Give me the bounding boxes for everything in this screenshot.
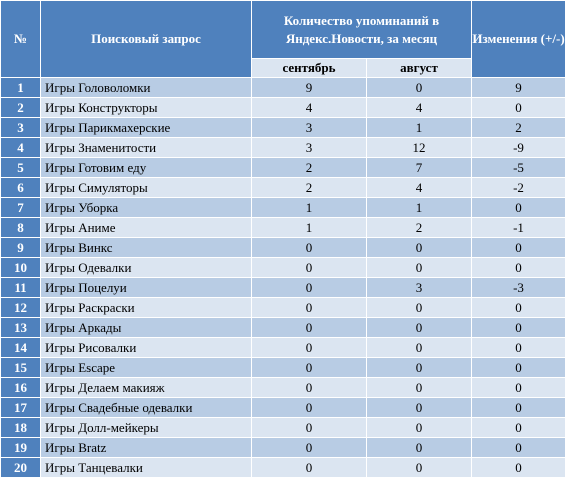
search-query-cell: Игры Танцевалки bbox=[41, 458, 252, 478]
august-count-cell: 12 bbox=[367, 138, 472, 158]
change-cell: -2 bbox=[472, 178, 565, 198]
change-cell: 0 bbox=[472, 338, 565, 358]
row-number: 1 bbox=[1, 78, 41, 98]
header-mentions: Количество упоминаний в Яндекс.Новости, за месяц bbox=[252, 1, 472, 59]
search-query-cell: Игры Свадебные одевалки bbox=[41, 398, 252, 418]
table-row bbox=[1, 138, 565, 158]
row-number: 16 bbox=[1, 378, 41, 398]
change-cell: 0 bbox=[472, 418, 565, 438]
september-count-cell: 4 bbox=[252, 98, 367, 118]
search-query-cell: Игры Головоломки bbox=[41, 78, 252, 98]
august-count-cell: 1 bbox=[367, 198, 472, 218]
change-cell: 0 bbox=[472, 458, 565, 478]
change-cell: 0 bbox=[472, 198, 565, 218]
search-query-cell: Игры Раскраски bbox=[41, 298, 252, 318]
row-number: 20 bbox=[1, 458, 41, 478]
table-row bbox=[1, 358, 565, 378]
row-number: 13 bbox=[1, 318, 41, 338]
august-count-cell: 0 bbox=[367, 78, 472, 98]
row-number: 10 bbox=[1, 258, 41, 278]
table-row bbox=[1, 458, 565, 478]
september-count-cell: 0 bbox=[252, 418, 367, 438]
september-count-cell: 0 bbox=[252, 458, 367, 478]
table-row bbox=[1, 418, 565, 438]
september-count-cell: 0 bbox=[252, 378, 367, 398]
august-count-cell: 0 bbox=[367, 438, 472, 458]
september-count-cell: 0 bbox=[252, 238, 367, 258]
september-count-cell: 1 bbox=[252, 198, 367, 218]
august-count-cell: 0 bbox=[367, 398, 472, 418]
row-number: 7 bbox=[1, 198, 41, 218]
september-count-cell: 2 bbox=[252, 158, 367, 178]
search-query-cell: Игры Аркады bbox=[41, 318, 252, 338]
table-row bbox=[1, 78, 565, 98]
row-number: 12 bbox=[1, 298, 41, 318]
search-query-cell: Игры Одевалки bbox=[41, 258, 252, 278]
august-count-cell: 0 bbox=[367, 358, 472, 378]
row-number: 8 bbox=[1, 218, 41, 238]
table-row bbox=[1, 398, 565, 418]
august-count-cell: 3 bbox=[367, 278, 472, 298]
change-cell: 0 bbox=[472, 358, 565, 378]
august-count-cell: 0 bbox=[367, 378, 472, 398]
august-count-cell: 0 bbox=[367, 338, 472, 358]
august-count-cell: 4 bbox=[367, 178, 472, 198]
row-number: 19 bbox=[1, 438, 41, 458]
table-row bbox=[1, 318, 565, 338]
search-query-cell: Игры Уборка bbox=[41, 198, 252, 218]
september-count-cell: 9 bbox=[252, 78, 367, 98]
table-row bbox=[1, 378, 565, 398]
september-count-cell: 0 bbox=[252, 318, 367, 338]
september-count-cell: 3 bbox=[252, 118, 367, 138]
table-row bbox=[1, 178, 565, 198]
change-cell: -1 bbox=[472, 218, 565, 238]
table-row bbox=[1, 278, 565, 298]
august-count-cell: 0 bbox=[367, 258, 472, 278]
august-count-cell: 0 bbox=[367, 458, 472, 478]
september-count-cell: 0 bbox=[252, 258, 367, 278]
august-count-cell: 4 bbox=[367, 98, 472, 118]
search-query-cell: Игры Конструкторы bbox=[41, 98, 252, 118]
table-row bbox=[1, 118, 565, 138]
row-number: 17 bbox=[1, 398, 41, 418]
row-number: 5 bbox=[1, 158, 41, 178]
change-cell: 0 bbox=[472, 98, 565, 118]
row-number: 9 bbox=[1, 238, 41, 258]
table-row bbox=[1, 158, 565, 178]
row-number: 11 bbox=[1, 278, 41, 298]
table-row bbox=[1, 258, 565, 278]
table-row bbox=[1, 198, 565, 218]
header-september: сентябрь bbox=[252, 59, 367, 78]
september-count-cell: 0 bbox=[252, 438, 367, 458]
september-count-cell: 0 bbox=[252, 398, 367, 418]
search-query-cell: Игры Парикмахерские bbox=[41, 118, 252, 138]
row-number: 2 bbox=[1, 98, 41, 118]
row-number: 4 bbox=[1, 138, 41, 158]
search-query-cell: Игры Делаем макияж bbox=[41, 378, 252, 398]
august-count-cell: 0 bbox=[367, 238, 472, 258]
header-search-query: Поисковый запрос bbox=[41, 1, 252, 78]
header-august: август bbox=[367, 59, 472, 78]
change-cell: 0 bbox=[472, 258, 565, 278]
row-number: 18 bbox=[1, 418, 41, 438]
change-cell: 0 bbox=[472, 298, 565, 318]
september-count-cell: 0 bbox=[252, 298, 367, 318]
search-query-cell: Игры Escape bbox=[41, 358, 252, 378]
search-query-cell: Игры Bratz bbox=[41, 438, 252, 458]
change-cell: -3 bbox=[472, 278, 565, 298]
search-query-cell: Игры Знаменитости bbox=[41, 138, 252, 158]
september-count-cell: 0 bbox=[252, 358, 367, 378]
search-query-cell: Игры Симуляторы bbox=[41, 178, 252, 198]
search-query-cell: Игры Поцелуи bbox=[41, 278, 252, 298]
header-number: № bbox=[1, 1, 41, 78]
search-query-cell: Игры Готовим еду bbox=[41, 158, 252, 178]
change-cell: -5 bbox=[472, 158, 565, 178]
change-cell: 2 bbox=[472, 118, 565, 138]
change-cell: -9 bbox=[472, 138, 565, 158]
change-cell: 0 bbox=[472, 378, 565, 398]
august-count-cell: 0 bbox=[367, 418, 472, 438]
table-row bbox=[1, 438, 565, 458]
search-query-cell: Игры Долл-мейкеры bbox=[41, 418, 252, 438]
august-count-cell: 0 bbox=[367, 318, 472, 338]
september-count-cell: 0 bbox=[252, 338, 367, 358]
september-count-cell: 2 bbox=[252, 178, 367, 198]
table-row bbox=[1, 338, 565, 358]
row-number: 3 bbox=[1, 118, 41, 138]
table-row bbox=[1, 98, 565, 118]
search-query-cell: Игры Рисовалки bbox=[41, 338, 252, 358]
september-count-cell: 0 bbox=[252, 278, 367, 298]
row-number: 15 bbox=[1, 358, 41, 378]
table-row bbox=[1, 298, 565, 318]
row-number: 6 bbox=[1, 178, 41, 198]
change-cell: 0 bbox=[472, 398, 565, 418]
row-number: 14 bbox=[1, 338, 41, 358]
table-row bbox=[1, 238, 565, 258]
change-cell: 9 bbox=[472, 78, 565, 98]
august-count-cell: 1 bbox=[367, 118, 472, 138]
change-cell: 0 bbox=[472, 238, 565, 258]
august-count-cell: 2 bbox=[367, 218, 472, 238]
header-change: Изменения (+/-) bbox=[472, 1, 565, 78]
august-count-cell: 7 bbox=[367, 158, 472, 178]
table-row bbox=[1, 218, 565, 238]
change-cell: 0 bbox=[472, 318, 565, 338]
august-count-cell: 0 bbox=[367, 298, 472, 318]
september-count-cell: 1 bbox=[252, 218, 367, 238]
search-query-cell: Игры Винкс bbox=[41, 238, 252, 258]
change-cell: 0 bbox=[472, 438, 565, 458]
september-count-cell: 3 bbox=[252, 138, 367, 158]
search-query-cell: Игры Аниме bbox=[41, 218, 252, 238]
